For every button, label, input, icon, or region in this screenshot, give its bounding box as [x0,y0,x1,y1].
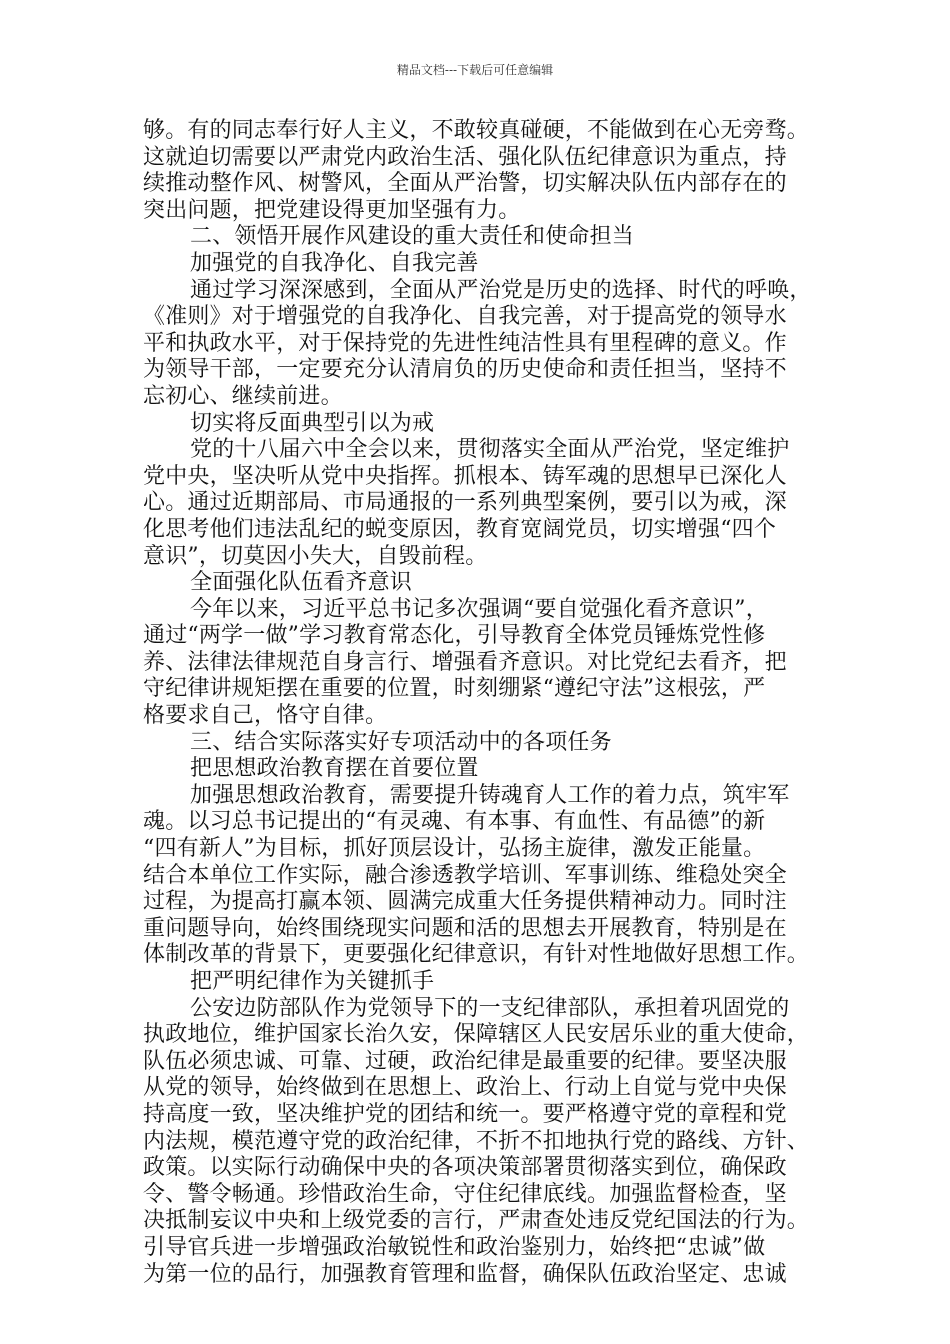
paragraph-line: 续推动整作风、树警风，全面从严治警，切实解决队伍内部存在的 [143,171,787,197]
paragraph-line-indented: 把思想政治教育摆在首要位置 [190,756,479,782]
paragraph-line-indented: 全面强化队伍看齐意识 [190,570,413,596]
paragraph-line: 化思考他们违法乱纪的蜕变原因，教育宽阔党员，切实增强“四个 [143,516,777,542]
paragraph-line: 通过“两学一做”学习教育常态化，引导教育全体党员锤炼党性修 [143,623,766,649]
paragraph-line: “四有新人”为目标，抓好顶层设计，弘扬主旋律，激发正能量。 [143,836,766,862]
paragraph-line: 平和执政水平，对于保持党的先进性纯洁性具有里程碑的意义。作 [143,330,787,356]
paragraph-line-indented: 三、结合实际落实好专项活动中的各项任务 [190,729,612,755]
paragraph-line: 决抵制妄议中央和上级党委的言行，严肃查处违反党纪国法的行为。 [143,1208,810,1234]
paragraph-line: 队伍必须忠诚、可靠、过硬，政治纪律是最重要的纪律。要坚决服 [143,1048,787,1074]
paragraph-line: 内法规，模范遵守党的政治纪律，不折不扣地执行党的路线、方针、 [143,1128,810,1154]
paragraph-line-indented: 加强思想政治教育，需要提升铸魂育人工作的着力点，筑牢军 [190,782,790,808]
paragraph-line-indented: 把严明纪律作为关键抓手 [190,969,435,994]
paragraph-line-indented: 今年以来，习近平总书记多次强调“要自觉强化看齐意识”， [190,596,768,622]
paragraph-line: 为第一位的品行，加强教育管理和监督，确保队伍政治坚定、忠诚 [143,1261,787,1287]
paragraph-line: 体制改革的背景下，更要强化纪律意识，有针对性地做好思想工作。 [143,942,810,968]
paragraph-line: 执政地位，维护国家长治久安，保障辖区人民安居乐业的重大使命， [143,1022,810,1048]
paragraph-line: 为领导干部，一定要充分认清肩负的历史使命和责任担当，坚持不 [143,357,787,383]
document-body [143,118,812,1288]
paragraph-line-indented: 二、领悟开展作风建设的重大责任和使命担当 [190,224,635,250]
paragraph-line: 党中央，坚决听从党中央指挥。抓根本、铸军魂的思想早已深化人 [143,463,787,489]
paragraph-line: 过程，为提高打赢本领、圆满完成重大任务提供精神动力。同时注 [143,889,787,915]
paragraph-line: 重问题导向，始终围绕现实问题和活的思想去开展教育，特别是在 [143,915,787,941]
paragraph-line: 令、警令畅通。珍惜政治生命，守住纪律底线。加强监督检查，坚 [143,1181,787,1207]
paragraph-line: 心。通过近期部局、市局通报的一系列典型案例，要引以为戒，深 [143,490,787,516]
paragraph-line: 魂。以习总书记提出的“有灵魂、有本事、有血性、有品德”的新 [143,809,766,835]
paragraph-line-indented: 党的十八届六中全会以来，贯彻落实全面从严治党，坚定维护 [190,437,790,463]
paragraph-line: 这就迫切需要以严肃党内政治生活、强化队伍纪律意识为重点，持 [143,144,787,170]
paragraph-line-indented: 通过学习深深感到，全面从严治党是历史的选择、时代的呼唤， [190,277,812,303]
paragraph-line: 守纪律讲规矩摆在重要的位置，时刻绷紧“遵纪守法”这根弦，严 [143,676,766,702]
paragraph-line: 结合本单位工作实际，融合渗透教学培训、军事训练、维稳处突全 [143,862,787,888]
paragraph-line: 格要求自己，恪守自律。 [143,703,388,729]
paragraph-line-indented: 加强党的自我净化、自我完善 [190,250,479,276]
paragraph-line: 忘初心、继续前进。 [143,383,343,409]
paragraph-line: 意识”，切莫因小失大，自毁前程。 [143,543,488,569]
paragraph-line: 《准则》对于增强党的自我净化、自我完善，对于提高党的领导水 [143,304,787,330]
paragraph-line-indented: 切实将反面典型引以为戒 [190,410,435,436]
page-header: 精品文档---下载后可任意编辑 [396,63,554,77]
paragraph-line: 引导官兵进一步增强政治敏锐性和政治鉴别力，始终把“忠诚”做 [143,1234,766,1260]
paragraph-line: 从党的领导，始终做到在思想上、政治上、行动上自觉与党中央保 [143,1075,787,1101]
paragraph-line: 持高度一致，坚决维护党的团结和统一。要严格遵守党的章程和党 [143,1101,787,1127]
paragraph-line: 养、法律法律规范自身言行、增强看齐意识。对比党纪去看齐，把 [143,649,787,675]
paragraph-line: 政策。以实际行动确保中央的各项决策部署贯彻落实到位，确保政 [143,1155,787,1181]
paragraph-line: 突出问题，把党建设得更加坚强有力。 [143,197,521,223]
paragraph-line-indented: 公安边防部队作为党领导下的一支纪律部队，承担着巩固党的 [190,995,790,1021]
paragraph-line: 够。有的同志奉行好人主义，不敢较真碰硬，不能做到在心无旁骛。 [143,118,810,143]
